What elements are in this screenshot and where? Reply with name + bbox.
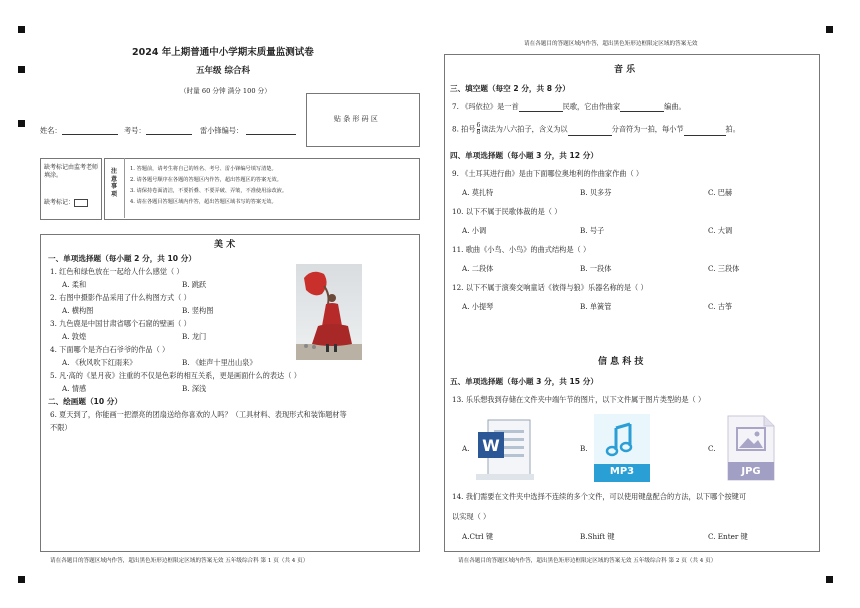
registration-mark: [826, 26, 833, 33]
art-q6: 6. 夏天到了，你能画一把漂亮的团扇送给你喜欢的人吗？（工具材料、表现形式和装饰题材等: [50, 410, 347, 419]
music-title: 音 乐: [614, 65, 636, 75]
art-q3: 3. 九色鹿是中国甘肃省哪个石窟的壁画（ ）: [50, 319, 191, 328]
art-q4: 4. 下面哪个是齐白石爷爷的作品（ ）: [50, 345, 170, 354]
it-q14-option-c[interactable]: C. Enter 键: [708, 532, 748, 541]
it-section-5: 五、单项选择题（每小题 3 分，共 15 分）: [450, 377, 598, 386]
art-q1-option-b[interactable]: B. 跳跃: [182, 280, 207, 289]
art-q4-option-b[interactable]: B. 《蛙声十里出山泉》: [182, 358, 257, 367]
registration-mark: [18, 120, 25, 127]
it-q13: 13. 乐乐想我到存储在文件夹中端午节的图片，以下文件属于图片类型的是（ ）: [452, 395, 706, 404]
seat-number-label: 雷小锋编号：: [200, 126, 244, 135]
name-label: 姓名：: [40, 126, 62, 135]
music-q12-option-a[interactable]: A. 小提琴: [462, 302, 494, 311]
art-section-1: 一、单项选择题（每小题 2 分，共 10 分）: [48, 254, 196, 263]
art-q2-option-b[interactable]: B. 竖构图: [182, 306, 214, 315]
it-title: 信 息 科 技: [598, 357, 644, 367]
exam-title: 2024 年上期普通中小学期末质量监测试卷: [132, 47, 314, 58]
top-right-note: 请在各题目的答题区域内作答，超出黑色矩形边框限定区域的答案无效: [524, 41, 698, 47]
art-q5-option-a[interactable]: A. 情感: [62, 384, 87, 393]
footer-right: 请在各题目的答题区域内作答，超出黑色矩形边框限定区域的答案无效 五年级综合科 第 2 页（共 4 页）: [458, 558, 717, 564]
music-q11: 11. 歌曲《小鸟、小鸟》的曲式结构是（ ）: [452, 245, 591, 254]
music-q11-option-a[interactable]: A. 二段体: [462, 264, 494, 273]
art-q1-option-a[interactable]: A. 柔和: [62, 280, 87, 289]
art-q5: 5. 凡·高的《星月夜》注重的不仅是色彩的相互关系，更是画面什么的表达（ ）: [50, 371, 301, 380]
art-q2-option-a[interactable]: A. 横构图: [62, 306, 94, 315]
it-q14: 14. 我们需要在文件夹中选择不连续的多个文件，可以使用键盘配合的方法，以下哪个按键可: [452, 492, 747, 501]
music-q7: [452, 102, 686, 112]
music-q7-mid: 民歌，它由作曲家: [562, 102, 621, 111]
seat-number-field[interactable]: [246, 126, 296, 135]
music-q8-blank-2[interactable]: [684, 127, 726, 136]
it-q14-continued: 以实现（ ）: [452, 512, 491, 521]
registration-mark: [18, 66, 25, 73]
music-q10-option-c[interactable]: C. 大调: [708, 226, 733, 235]
art-title: 美 术: [214, 240, 236, 250]
music-q8-mid2: 分音符为一拍，每小节: [611, 124, 684, 134]
registration-mark: [18, 26, 25, 33]
absent-mark-label: 缺考标记：: [44, 199, 75, 206]
dancer-photo: [296, 264, 362, 360]
time-signature: [477, 123, 481, 136]
time-signature-denominator: 8: [476, 129, 481, 136]
art-q2: 2. 右图中摄影作品采用了什么构图方式（ ）: [50, 293, 191, 302]
music-q7-blank-1[interactable]: [519, 103, 563, 112]
art-q4-option-a[interactable]: A. 《秋风吹下红雨来》: [62, 358, 137, 367]
art-q1: 1. 红色和绿色放在一起给人什么感觉（ ）: [50, 267, 184, 276]
music-q10: 10. 以下不属于民歌体裁的是（ ）: [452, 207, 562, 216]
art-q3-option-b[interactable]: B. 龙门: [182, 332, 207, 341]
it-q13-option-b[interactable]: B.: [580, 444, 588, 453]
notice-item-1: 1. 答题前，请考生将自己的姓名、考号、雷小锋编号填写清楚。: [130, 166, 277, 172]
music-q12: 12. 以下不属于演奏交响童话《彼得与狼》乐器名称的是（ ）: [452, 283, 648, 292]
art-section-2: 二、绘画题（10 分）: [48, 397, 122, 406]
footer-left: 请在各题目的答题区域内作答，超出黑色矩形边框限定区域的答案无效 五年级综合科 第 1 页（共 4 页）: [50, 558, 309, 564]
art-q6-continued: 不限）: [50, 423, 72, 432]
it-q14-option-a[interactable]: A.Ctrl 键: [462, 532, 494, 541]
notice-item-3: 3. 请保持卷面清洁，不要折叠、不要弄破、弄皱，不准使用涂改液。: [130, 188, 288, 194]
music-q11-option-c[interactable]: C. 三段体: [708, 264, 740, 273]
music-section-4: 四、单项选择题（每小题 3 分，共 12 分）: [450, 151, 598, 160]
exam-subtitle: 五年级 综合科: [196, 66, 250, 76]
absent-instruction: 缺考标记由监考老师填涂。: [44, 164, 99, 180]
art-q3-option-a[interactable]: A. 敦煌: [62, 332, 87, 341]
notice-title: 注意事项: [111, 168, 118, 198]
exam-number-label: 考号：: [124, 126, 146, 135]
music-q8-post: 拍。: [725, 124, 740, 134]
music-q8-pre: 8. 拍号: [452, 124, 476, 134]
absent-mark-checkbox[interactable]: [74, 199, 88, 207]
notice-item-4: 4. 请在各题目答题区域内作答，超出答题区域书写的答案无效。: [130, 199, 277, 205]
it-q13-option-a[interactable]: A.: [462, 444, 470, 453]
word-file-icon[interactable]: [474, 416, 536, 482]
mp3-label: MP3: [609, 466, 635, 477]
time-signature-numerator: 6: [476, 122, 481, 129]
registration-mark: [18, 576, 25, 583]
music-q8: [452, 123, 740, 136]
music-q8-blank-1[interactable]: [568, 127, 612, 136]
art-answer-area: [40, 234, 420, 552]
exam-number-field[interactable]: [146, 126, 192, 135]
music-q10-option-a[interactable]: A. 小调: [462, 226, 487, 235]
music-q7-post: 编曲。: [664, 102, 686, 111]
name-field[interactable]: [62, 126, 118, 135]
registration-mark: [826, 576, 833, 583]
it-q14-option-b[interactable]: B.Shift 键: [580, 532, 615, 541]
jpg-label: JPG: [741, 466, 761, 477]
notice-item-2: 2. 请各题号顺序在各题的答题区内作答，超出答题区的答案无效。: [130, 177, 282, 183]
music-section-3: 三、填空题（每空 2 分，共 8 分）: [450, 84, 570, 93]
art-q5-option-b[interactable]: B. 深浅: [182, 384, 207, 393]
music-q8-mid: 读法为八六拍子，含义为以: [481, 124, 568, 134]
music-q7-pre: 7. 《玛依拉》是一首: [452, 102, 519, 111]
svg-text:W: W: [482, 436, 500, 455]
it-q13-option-c[interactable]: C.: [708, 444, 716, 453]
music-q12-option-b[interactable]: B. 单簧管: [580, 302, 612, 311]
music-q12-option-c[interactable]: C. 古筝: [708, 302, 733, 311]
music-q7-blank-2[interactable]: [620, 103, 664, 112]
music-q10-option-b[interactable]: B. 号子: [580, 226, 605, 235]
music-q9-option-c[interactable]: C. 巴赫: [708, 188, 733, 197]
music-q11-option-b[interactable]: B. 一段体: [580, 264, 612, 273]
barcode-label: 贴 条 形 码 区: [334, 115, 378, 123]
music-q9: 9. 《土耳其进行曲》是由下面哪位奥地利的作曲家作曲（ ）: [452, 169, 644, 178]
music-q9-option-b[interactable]: B. 贝多芬: [580, 188, 612, 197]
music-q9-option-a[interactable]: A. 莫扎特: [462, 188, 494, 197]
time-and-score: （时量 60 分钟 满分 100 分）: [180, 87, 271, 95]
